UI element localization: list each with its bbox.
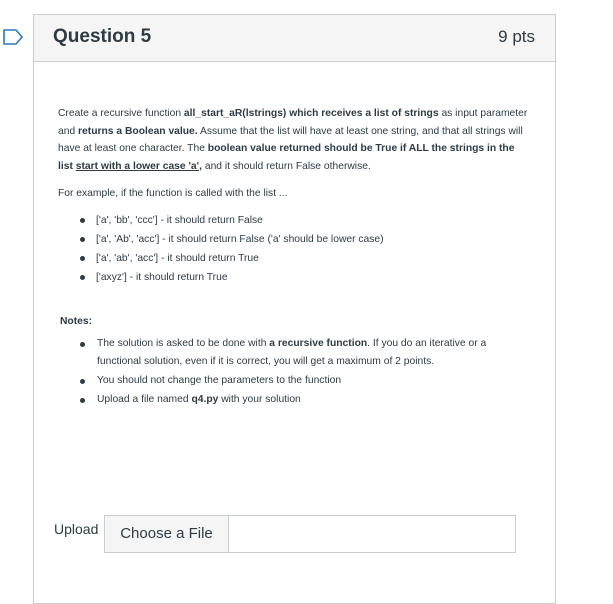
list-item: ['a', 'ab', 'acc'] - it should return True bbox=[58, 249, 528, 268]
text-run: as input parameter and bbox=[58, 108, 528, 137]
text-run: and it should return False otherwise. bbox=[201, 160, 371, 172]
question-title: Question 5 bbox=[53, 26, 152, 47]
list-item: ['axyz'] - it should return True bbox=[58, 268, 528, 287]
example-intro: For example, if the function is called with the list ... bbox=[58, 188, 288, 200]
text-run: returns a Boolean value. bbox=[78, 125, 198, 137]
question-points: 9 pts bbox=[498, 27, 535, 46]
text-run: q4.py bbox=[191, 393, 219, 405]
question-card bbox=[33, 14, 556, 604]
text-run: all_start_aR(lstrings) which receives a list of strings bbox=[183, 108, 439, 119]
text-run: start with a lower case 'a', bbox=[75, 160, 202, 172]
list-item: ['a', 'bb', 'ccc'] - it should return False bbox=[58, 211, 528, 230]
bullet-icon bbox=[80, 379, 85, 384]
text-run: . If you do an iterative or a functional solution, even if it is correct, you will get a maximum of 2 points. bbox=[97, 337, 487, 367]
question-text bbox=[58, 105, 528, 410]
text-run: Create a recursive function bbox=[58, 108, 184, 119]
text-run: boolean value returned should be True if ALL the strings in the list bbox=[58, 143, 515, 172]
choose-file-button[interactable]: Choose a File bbox=[105, 516, 229, 552]
prompt-paragraph bbox=[58, 105, 528, 175]
bullet-icon bbox=[80, 275, 85, 280]
text-run: The solution is asked to be done with bbox=[97, 337, 270, 349]
file-upload-field[interactable] bbox=[104, 515, 516, 553]
question-flag-icon[interactable] bbox=[3, 29, 23, 45]
bullet-icon bbox=[80, 342, 85, 347]
bullet-icon bbox=[80, 398, 85, 403]
text-run: You should not change the parameters to the function bbox=[97, 374, 342, 386]
list-item bbox=[58, 372, 528, 390]
text-run: Assume that the list will have at least one string, and that all strings will have at least one character. The bbox=[58, 125, 523, 155]
list-item bbox=[58, 391, 528, 409]
notes-list bbox=[58, 335, 528, 409]
upload-label: Upload bbox=[54, 521, 99, 537]
text-run: Upload a file named bbox=[97, 393, 192, 405]
question-header bbox=[34, 15, 555, 62]
bullet-icon bbox=[80, 237, 85, 242]
list-item bbox=[58, 335, 528, 371]
text-run: a recursive function bbox=[269, 337, 368, 349]
notes-title: Notes: bbox=[60, 315, 93, 327]
example-list bbox=[58, 211, 528, 287]
list-item: ['a', 'Ab', 'acc'] - it should return False ('a' should be lower case) bbox=[58, 230, 528, 249]
bullet-icon bbox=[80, 218, 85, 223]
bullet-icon bbox=[80, 256, 85, 261]
text-run: with your solution bbox=[218, 393, 301, 405]
